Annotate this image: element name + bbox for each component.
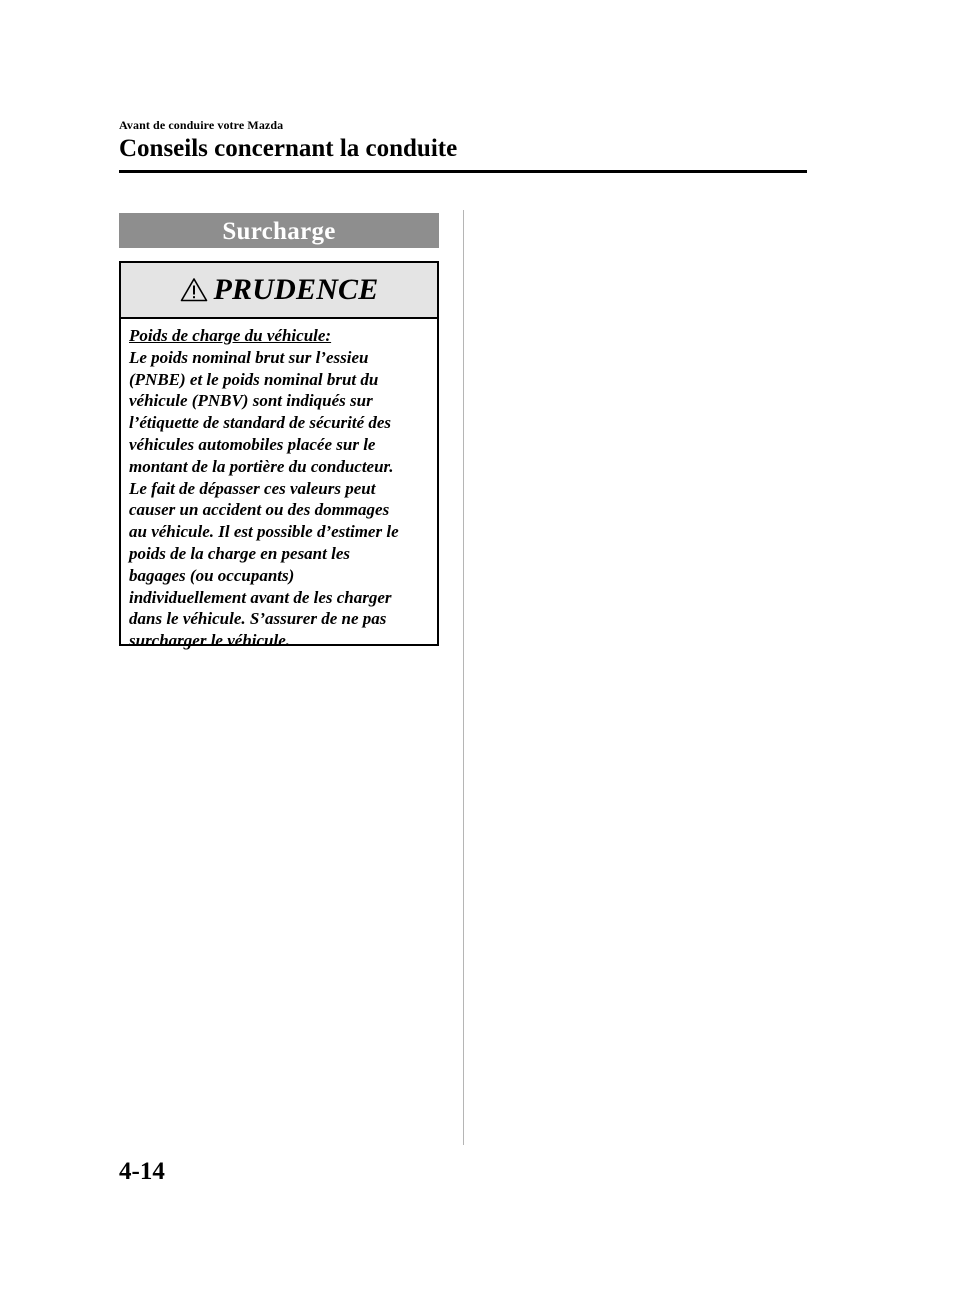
chapter-title: Conseils concernant la conduite (119, 135, 458, 162)
caution-body (121, 319, 437, 652)
section-title: Surcharge (119, 213, 439, 248)
warning-triangle-icon (180, 277, 208, 302)
caution-text: Le poids nominal brut sur l’essieu (PNBE) et le poids nominal brut du véhicule (PNBV) sont indiqués sur l’étiquette de standard de sécurité des véhicules automobiles placée sur le montant de la portière du conducteur. Le fait de dépasser ces valeurs peut causer un accident ou des dommages au véhicule. Il est possible d’estimer le poids de la charge en pesant les bagages (ou occupants) individuellement avant de les charger dans le véhicule. S’assurer de ne pas surcharger le véhicule. (129, 347, 399, 651)
caution-box (119, 261, 439, 651)
page-number: 4-14 (119, 1158, 165, 1185)
running-head: Avant de conduire votre Mazda (119, 118, 284, 132)
caution-header (121, 263, 437, 319)
column-divider (463, 210, 464, 1145)
caution-subtitle: Poids de charge du véhicule: (129, 326, 332, 345)
caution-label: PRUDENCE (213, 273, 379, 306)
title-rule (119, 170, 807, 173)
